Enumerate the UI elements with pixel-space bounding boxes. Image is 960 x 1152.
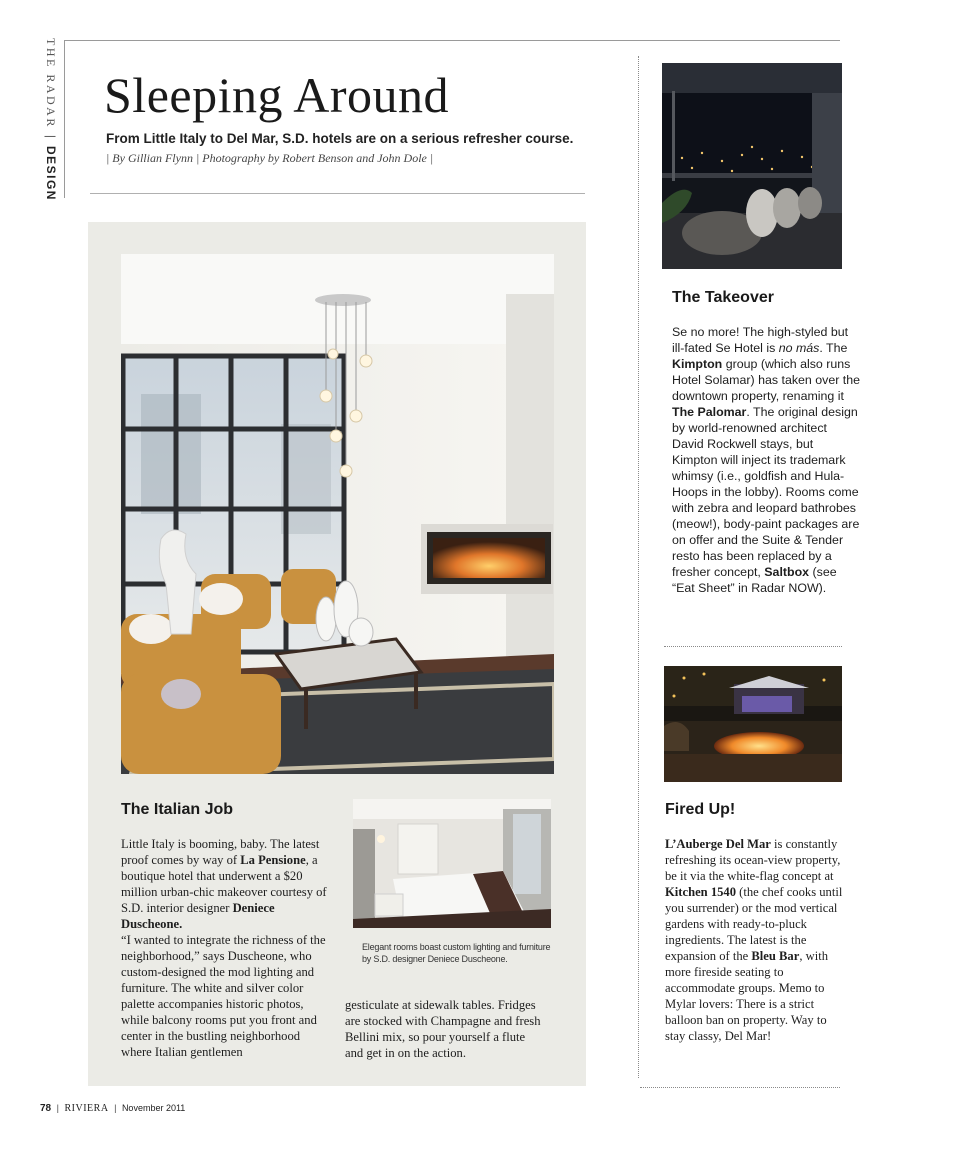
palomar-name: The Palomar <box>672 405 747 419</box>
italian-job-quote: “I wanted to integrate the richness of the neighborhood,” says Duscheone, who custom-designed the mod lighting and furniture. The white and silver color palette accompanies historic photos, while balcony rooms put you front and center in the bustling neighborhood where Italian gentlemen <box>121 933 326 1059</box>
section-tab-edge <box>64 40 65 198</box>
takeover-text: . The original design by world-renowned architect David Rockwell stays, but Kimpton will inject its trademark whimsy (i.e., goldfish and Hula-Hoops in the lobby). Rooms come with zebra and leopard bathrobes (meow!), body-paint packages are on offer and the Suite & Tender resto has been replaced by a fresher concept, <box>672 405 860 579</box>
rooftop-night-photo <box>662 63 842 269</box>
column-divider <box>638 56 639 1078</box>
page-subtitle: From Little Italy to Del Mar, S.D. hotels are on a serious refresher course. <box>106 131 574 146</box>
designer-name: Deniece Duscheone. <box>121 901 275 931</box>
rooftop-illustration <box>662 63 842 269</box>
takeover-heading: The Takeover <box>672 289 774 306</box>
section-tab-design: DESIGN <box>44 145 58 201</box>
page-title: Sleeping Around <box>104 67 449 123</box>
lauberge-name: L’Auberge Del Mar <box>665 837 771 851</box>
footer-separator: | <box>114 1103 117 1113</box>
fired-up-text: (the chef cooks until you surrender) or the mod vertical gardens with ready-to-pluck ingredients. The latest is the expansion of the <box>665 885 843 963</box>
takeover-emphasis: no más <box>778 341 820 355</box>
takeover-text: (see “Eat Sheet” in Radar NOW). <box>672 565 837 595</box>
footer-separator: | <box>56 1103 59 1113</box>
top-rule <box>64 40 840 41</box>
issue-date: November 2011 <box>121 1103 186 1113</box>
hotel-room-caption: Elegant rooms boast custom lighting and furniture by S.D. designer Deniece Duscheone. <box>362 942 551 964</box>
fired-up-text: , with more fireside seating to accommodate groups. Memo to Mylar lovers: There is a strict balloon ban on property. Way to stay classy, Del Mar! <box>665 949 829 1043</box>
page-footer <box>40 1103 185 1114</box>
hotel-room-illustration <box>353 799 551 928</box>
takeover-text: . The <box>819 341 848 355</box>
header-bottom-rule <box>90 193 585 194</box>
italian-job-heading: The Italian Job <box>121 801 234 818</box>
saltbox-name: Saltbox <box>764 565 810 579</box>
italian-job-text: Little Italy is booming, baby. The latest proof comes by way of <box>121 837 320 867</box>
right-column-divider-1 <box>664 646 842 647</box>
fired-up-text: is constantly refreshing its ocean-view property, be it via the white-flag concept at <box>665 837 841 883</box>
italian-job-column-2: gesticulate at sidewalk tables. Fridges are stocked with Champagne and fresh Bellini mix, so pour yourself a flute and get in on the action. <box>345 998 541 1060</box>
fire-pit-photo <box>664 666 842 782</box>
italian-job-text: , a boutique hotel that underwent a $20 million urban-chic makeover courtesy of S.D. interior designer <box>121 853 327 915</box>
hotel-room-photo <box>353 799 551 928</box>
fire-pit-illustration <box>664 666 842 782</box>
page-number: 78 <box>40 1103 52 1114</box>
section-tab-separator: | <box>44 134 58 140</box>
takeover-body <box>672 324 862 596</box>
right-column-divider-2 <box>640 1087 840 1088</box>
section-tab-radar: THE RADAR <box>44 38 59 129</box>
lobby-illustration <box>121 254 554 774</box>
kitchen-1540-name: Kitchen 1540 <box>665 885 737 899</box>
magazine-name: RIVIERA <box>64 1103 109 1114</box>
fired-up-heading: Fired Up! <box>665 801 736 818</box>
la-pensione-name: La Pensione <box>240 853 306 867</box>
bleu-bar-name: Bleu Bar <box>751 949 800 963</box>
takeover-text: Se no more! The high-styled but ill-fated Se Hotel is <box>672 325 849 355</box>
italian-job-column-1 <box>121 836 331 1060</box>
takeover-text: group (which also runs Hotel Solamar) has taken over the downtown property, renaming it <box>672 357 861 403</box>
lobby-photo <box>121 254 554 774</box>
kimpton-name: Kimpton <box>672 357 723 371</box>
section-tab <box>40 38 62 200</box>
fired-up-body <box>665 836 845 1044</box>
byline: | By Gillian Flynn | Photography by Robert Benson and John Dole | <box>106 151 434 165</box>
